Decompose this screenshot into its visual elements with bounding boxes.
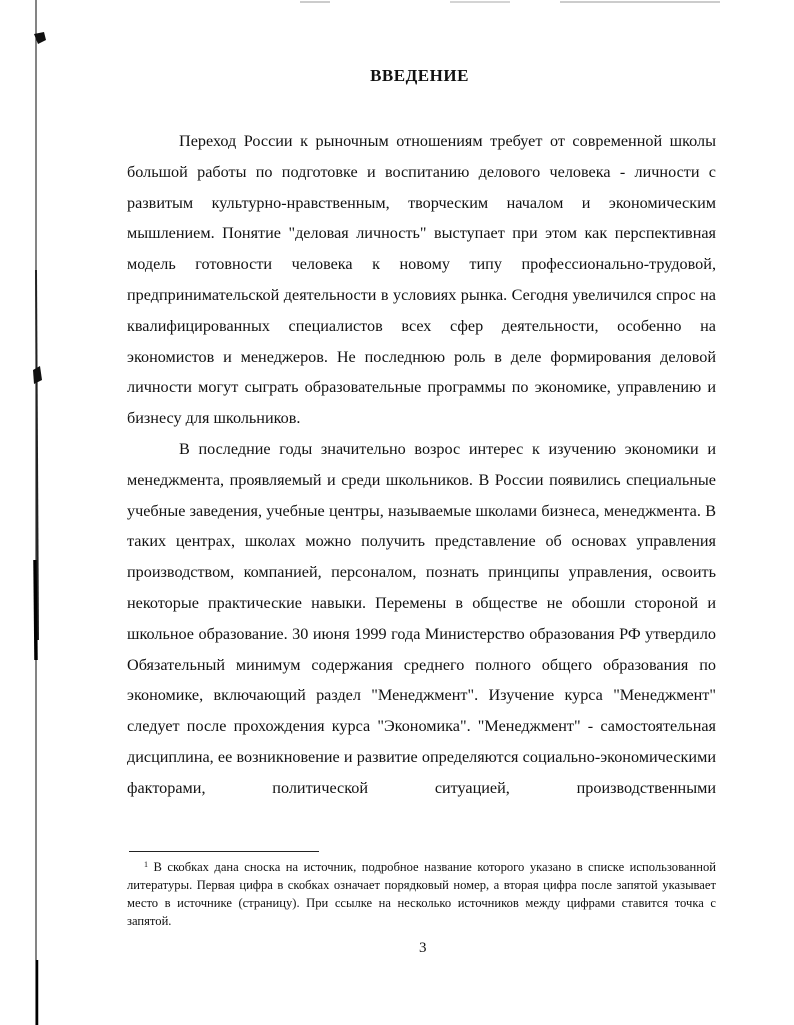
page-number: 3	[419, 940, 427, 956]
footnote-divider	[129, 851, 319, 852]
footnote-text: В скобках дана сноска на источник, подробное название которого указано в списке использованной литературы. Первая цифра в скобках означает порядковый номер, а вторая цифра после запятой указывает место в источнике (страницу). При ссылке на несколько источников между цифрами ставится точка с запятой.	[127, 860, 716, 928]
scan-binding-edge	[0, 0, 70, 1025]
footnote-marker: 1	[144, 860, 148, 869]
footnote	[127, 858, 716, 930]
scan-top-marks	[300, 0, 720, 6]
page-title: ВВЕДЕНИЕ	[370, 66, 469, 85]
paragraph-2: В последние годы значительно возрос интерес к изучению экономики и менеджмента, проявляемый и среди школьников. В России появились специальные учебные заведения, учебные центры, называемые школами бизнеса, менеджмента. В таких центрах, школах можно получить представление об основах управления производством, компанией, персоналом, познать принципы управления, освоить некоторые практические навыки. Перемены в обществе не обошли стороной и школьное образование. 30 июня 1999 года Министерство образования РФ утвердило Обязательный минимум содержания среднего полного общего образования по экономике, включающий раздел "Менеджмент". Изучение курса "Менеджмент" следует после прохождения курса "Экономика". "Менеджмент" - самостоятельная дисциплина, ее возникновение и развитие определяются социально-экономическими факторами, политической ситуацией, производственными	[127, 439, 716, 797]
paragraph-1: Переход России к рыночным отношениям требует от современной школы большой работы по подготовке и воспитанию делового человека - личности с развитым культурно-нравственным, творческим началом и экономическим мышлением. Понятие "деловая личность" выступает при этом как перспективная модель готовности человека к новому типу профессионально-трудовой, предпринимательской деятельности в условиях рынка. Сегодня увеличился спрос на квалифицированных специалистов всех сфер деятельности, особенно на экономистов и менеджеров. Не последнюю роль в деле формирования деловой личности могут сыграть образовательные программы по экономике, управлению и бизнесу для школьников.	[127, 132, 716, 428]
body-text	[127, 126, 716, 804]
